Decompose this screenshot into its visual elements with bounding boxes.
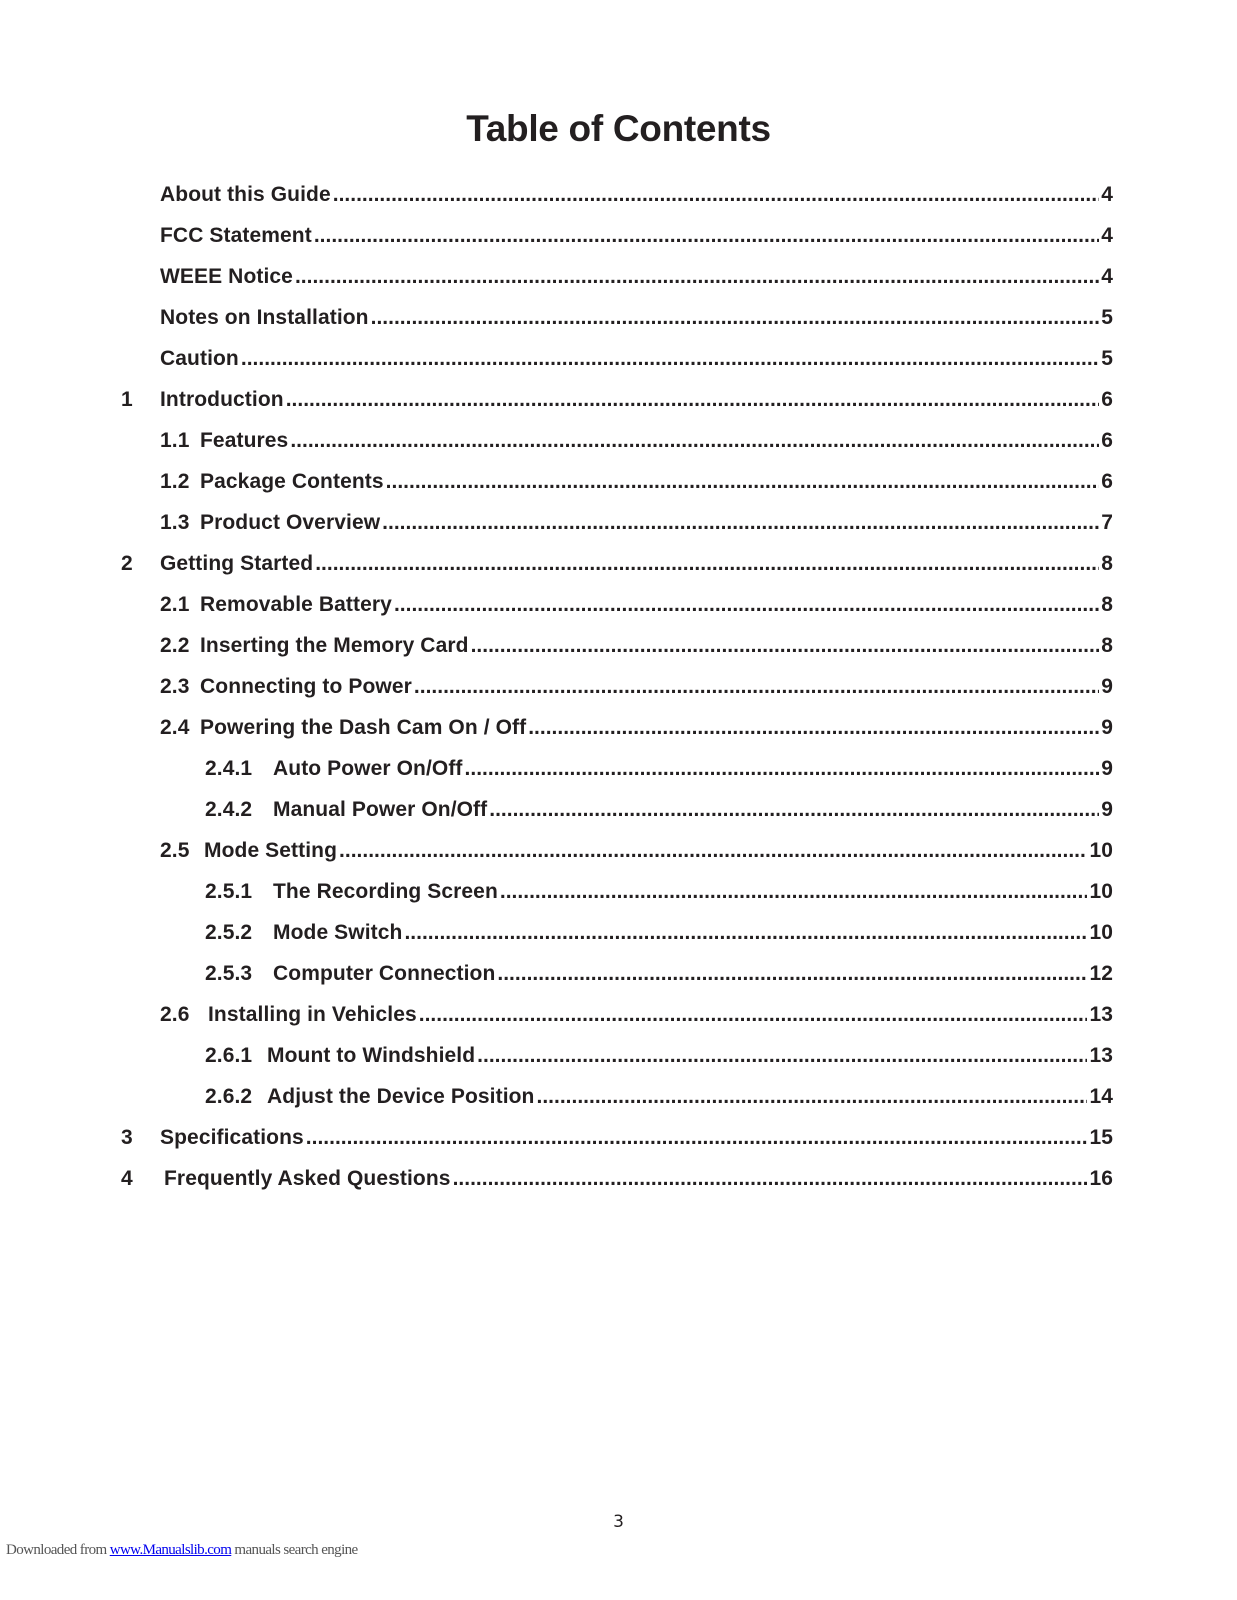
toc-entry-label: Connecting to Power	[200, 675, 412, 698]
toc-entry[interactable]	[160, 388, 1113, 416]
toc-chapter-number: 2	[121, 552, 133, 575]
toc-leader-dots	[477, 1044, 1087, 1068]
toc-leader-dots	[386, 470, 1100, 494]
toc-entry-label: Features	[200, 429, 289, 452]
toc-leader-dots	[404, 921, 1087, 945]
toc-entry-label: Notes on Installation	[160, 306, 369, 329]
toc-chapter-number: 4	[121, 1167, 133, 1190]
toc-entry[interactable]	[160, 183, 1113, 211]
toc-entry-page: 6	[1101, 470, 1113, 493]
toc-entry-label: Manual Power On/Off	[273, 798, 488, 821]
toc-leader-dots	[290, 429, 1099, 453]
toc-entry-page: 16	[1089, 1167, 1113, 1190]
toc-entry-page: 10	[1089, 880, 1113, 903]
toc-leader-dots	[315, 552, 1099, 576]
toc-entry-page: 4	[1101, 265, 1113, 288]
toc-entry[interactable]	[205, 1085, 1113, 1113]
toc-entry-label: FCC Statement	[160, 224, 312, 247]
toc-entry-label: Introduction	[160, 388, 284, 411]
toc-entry[interactable]	[160, 429, 1113, 457]
toc-leader-dots	[500, 880, 1088, 904]
toc-entry[interactable]	[205, 1044, 1113, 1072]
toc-leader-dots	[371, 306, 1100, 330]
page-title: Table of Contents	[466, 108, 771, 149]
toc-entry-page: 13	[1089, 1044, 1113, 1067]
toc-entry[interactable]	[205, 798, 1113, 826]
toc-entry-page: 9	[1101, 798, 1113, 821]
toc-entry-page: 14	[1089, 1085, 1113, 1108]
toc-entry-label: Adjust the Device Position	[267, 1085, 535, 1108]
toc-entry-page: 9	[1101, 716, 1113, 739]
toc-entry-page: 15	[1089, 1126, 1113, 1149]
toc-entry-page: 10	[1089, 839, 1113, 862]
toc-chapter-number: 3	[121, 1126, 133, 1149]
footer-attribution	[6, 1542, 358, 1559]
toc-section-number: 2.3	[160, 675, 190, 698]
toc-entry[interactable]	[205, 757, 1113, 785]
toc-section-number: 1.3	[160, 511, 190, 534]
toc-entry[interactable]	[205, 880, 1113, 908]
toc-entry-label: Mount to Windshield	[267, 1044, 476, 1067]
toc-leader-dots	[453, 1167, 1088, 1191]
toc-entry[interactable]	[160, 634, 1113, 662]
toc-entry[interactable]	[205, 921, 1113, 949]
toc-section-number: 2.5.1	[205, 880, 253, 903]
toc-entry-page: 7	[1101, 511, 1113, 534]
toc-entry[interactable]	[160, 265, 1113, 293]
toc-entry-label: Mode Switch	[273, 921, 403, 944]
toc-entry-page: 8	[1101, 593, 1113, 616]
toc-entry-page: 13	[1089, 1003, 1113, 1026]
toc-entry[interactable]	[160, 552, 1113, 580]
toc-leader-dots	[497, 962, 1087, 986]
footer-suffix: manuals search engine	[231, 1542, 358, 1558]
toc-entry-label: Caution	[160, 347, 239, 370]
toc-section-number: 2.4.1	[205, 757, 253, 780]
toc-entry[interactable]	[160, 306, 1113, 334]
toc-entry-page: 6	[1101, 429, 1113, 452]
toc-entry-label: Installing in Vehicles	[208, 1003, 417, 1026]
toc-entry-label: WEEE Notice	[160, 265, 293, 288]
toc-section-number: 2.5.2	[205, 921, 253, 944]
toc-entry-label: Product Overview	[200, 511, 381, 534]
toc-entry[interactable]	[160, 839, 1113, 867]
toc-entry[interactable]	[160, 347, 1113, 375]
toc-section-number: 2.4.2	[205, 798, 253, 821]
toc-entry-label: Mode Setting	[204, 839, 338, 862]
toc-leader-dots	[536, 1085, 1087, 1109]
toc-entry[interactable]	[160, 716, 1113, 744]
toc-entry[interactable]	[164, 1167, 1113, 1195]
toc-entry-page: 8	[1101, 634, 1113, 657]
toc-entry-page: 6	[1101, 388, 1113, 411]
toc-leader-dots	[528, 716, 1099, 740]
toc-section-number: 2.6	[160, 1003, 190, 1026]
toc-entry-label: Computer Connection	[273, 962, 496, 985]
toc-leader-dots	[286, 388, 1100, 412]
toc-section-number: 1.2	[160, 470, 190, 493]
toc-entry-label: Specifications	[160, 1126, 304, 1149]
toc-entry-page: 9	[1101, 757, 1113, 780]
toc-entry-page: 8	[1101, 552, 1113, 575]
toc-entry[interactable]	[205, 962, 1113, 990]
toc-entry-page: 5	[1101, 347, 1113, 370]
toc-leader-dots	[339, 839, 1087, 863]
toc-entry-label: About this Guide	[160, 183, 331, 206]
toc-chapter-number: 1	[121, 388, 133, 411]
toc-entry-page: 9	[1101, 675, 1113, 698]
toc-section-number: 2.5.3	[205, 962, 253, 985]
toc-leader-dots	[314, 224, 1099, 248]
footer-link[interactable]: www.Manualslib.com	[109, 1542, 232, 1558]
toc-entry-label: Removable Battery	[200, 593, 392, 616]
toc-leader-dots	[471, 634, 1100, 658]
toc-entry-page: 5	[1101, 306, 1113, 329]
page-number: 3	[613, 1512, 624, 1532]
footer-prefix: Downloaded from	[6, 1542, 110, 1558]
toc-leader-dots	[241, 347, 1099, 371]
toc-entry-label: The Recording Screen	[273, 880, 498, 903]
toc-leader-dots	[414, 675, 1099, 699]
toc-leader-dots	[465, 757, 1100, 781]
toc-section-number: 1.1	[160, 429, 190, 452]
toc-leader-dots	[295, 265, 1099, 289]
toc-entry-label: Powering the Dash Cam On / Off	[200, 716, 527, 739]
toc-entry[interactable]	[160, 593, 1113, 621]
toc-entry[interactable]	[160, 470, 1113, 498]
toc-leader-dots	[306, 1126, 1088, 1150]
toc-entry-page: 12	[1089, 962, 1113, 985]
toc-leader-dots	[419, 1003, 1088, 1027]
toc-leader-dots	[333, 183, 1099, 207]
toc-entry[interactable]	[160, 1126, 1113, 1154]
toc-entry-label: Auto Power On/Off	[273, 757, 463, 780]
toc-entry[interactable]	[160, 675, 1113, 703]
toc-section-number: 2.1	[160, 593, 190, 616]
toc-entry-page: 4	[1101, 224, 1113, 247]
toc-section-number: 2.4	[160, 716, 190, 739]
toc-entry-label: Inserting the Memory Card	[200, 634, 469, 657]
toc-entry-label: Package Contents	[200, 470, 384, 493]
toc-section-number: 2.6.1	[205, 1044, 253, 1067]
toc-entry[interactable]	[160, 1003, 1113, 1031]
toc-entry-page: 4	[1101, 183, 1113, 206]
toc-entry[interactable]	[160, 224, 1113, 252]
toc-leader-dots	[489, 798, 1099, 822]
toc-entry-label: Frequently Asked Questions	[164, 1167, 451, 1190]
toc-leader-dots	[394, 593, 1099, 617]
toc-entry[interactable]	[160, 511, 1113, 539]
toc-entry-page: 10	[1089, 921, 1113, 944]
toc-leader-dots	[382, 511, 1099, 535]
toc-section-number: 2.5	[160, 839, 190, 862]
toc-section-number: 2.2	[160, 634, 190, 657]
toc-entry-label: Getting Started	[160, 552, 314, 575]
toc-section-number: 2.6.2	[205, 1085, 253, 1108]
